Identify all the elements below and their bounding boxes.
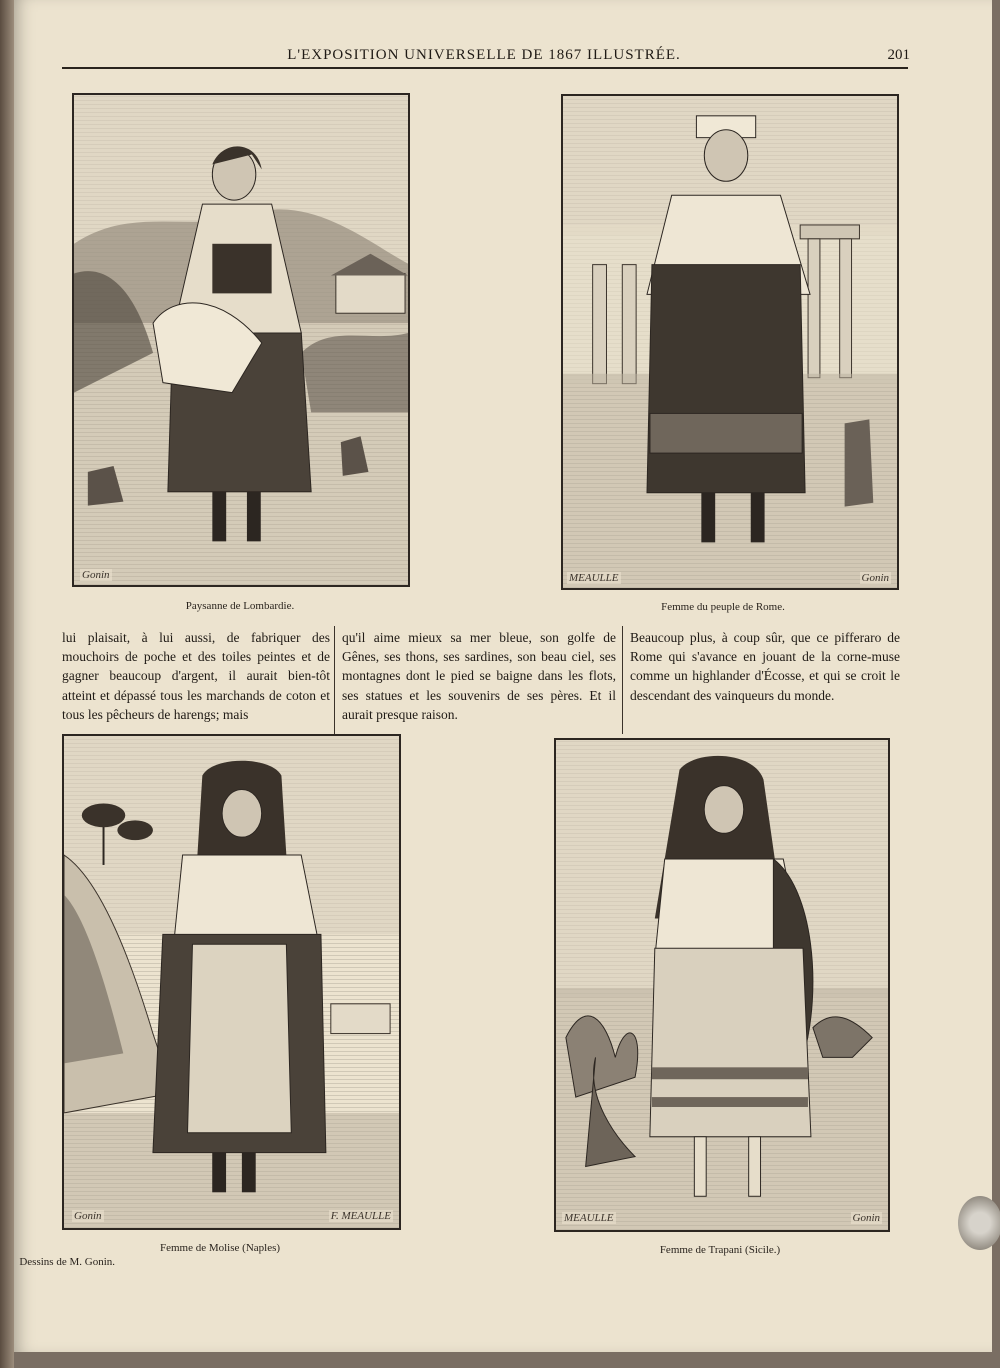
engraving-femme-rome (561, 94, 899, 590)
engraving-paysanne-lombardie (72, 93, 410, 587)
page-header-title: L'EXPOSITION UNIVERSELLE DE 1867 ILLUSTRÉE. (287, 47, 681, 63)
engraving-signature-right: F. MEAULLE (330, 1210, 391, 1222)
header-rule (62, 67, 908, 69)
book-binding (0, 0, 14, 1368)
page-number: 201 (887, 47, 910, 63)
caption-paysanne-lombardie: Paysanne de Lombardie. (185, 600, 295, 612)
engraving-femme-trapani (554, 738, 890, 1232)
caption-femme-molise: Femme de Molise (Naples) (159, 1242, 281, 1254)
engraving-signature-left: MEAULLE (564, 1212, 614, 1224)
text-column-3: Beaucoup plus, à coup sûr, que ce pifferaro de Rome qui s'avance en jouant de la corne-muse comme un highlander d'Écosse, et qui se croit le descendant des vainqueurs du monde. (630, 630, 900, 703)
illustration-credit: Dessins de M. Gonin. (19, 1256, 115, 1268)
caption-femme-trapani: Femme de Trapani (Sicile.) (659, 1244, 781, 1256)
engraving-signature-right: Gonin (861, 572, 889, 584)
text-column-2: qu'il aime mieux sa mer bleue, son golfe de Gênes, ses thons, ses sardines, son beau ciel, ses montagnes dont le pied se baigne dans les flots, ses statues et les souvenirs de ses pères. Et il aurait presque raison. (342, 630, 616, 722)
column-rule (334, 626, 335, 734)
binder-clip (958, 1196, 1000, 1250)
text-column-1: lui plaisait, à lui aussi, de fabriquer des mouchoirs de poche et des toiles peintes et de gagner beaucoup d'argent, il aurait bien-tôt atteint et dépassé tous les marchands de coton et tous les pêcheurs de harengs; mais (62, 630, 330, 722)
engraving-femme-molise (62, 734, 401, 1230)
caption-femme-rome: Femme du peuple de Rome. (661, 601, 785, 613)
engraving-signature-left: MEAULLE (569, 572, 619, 584)
engraving-signature-left: Gonin (74, 1210, 102, 1222)
engraving-signature-left: Gonin (82, 569, 110, 581)
engraving-signature-right: Gonin (852, 1212, 880, 1224)
column-rule (622, 626, 623, 734)
